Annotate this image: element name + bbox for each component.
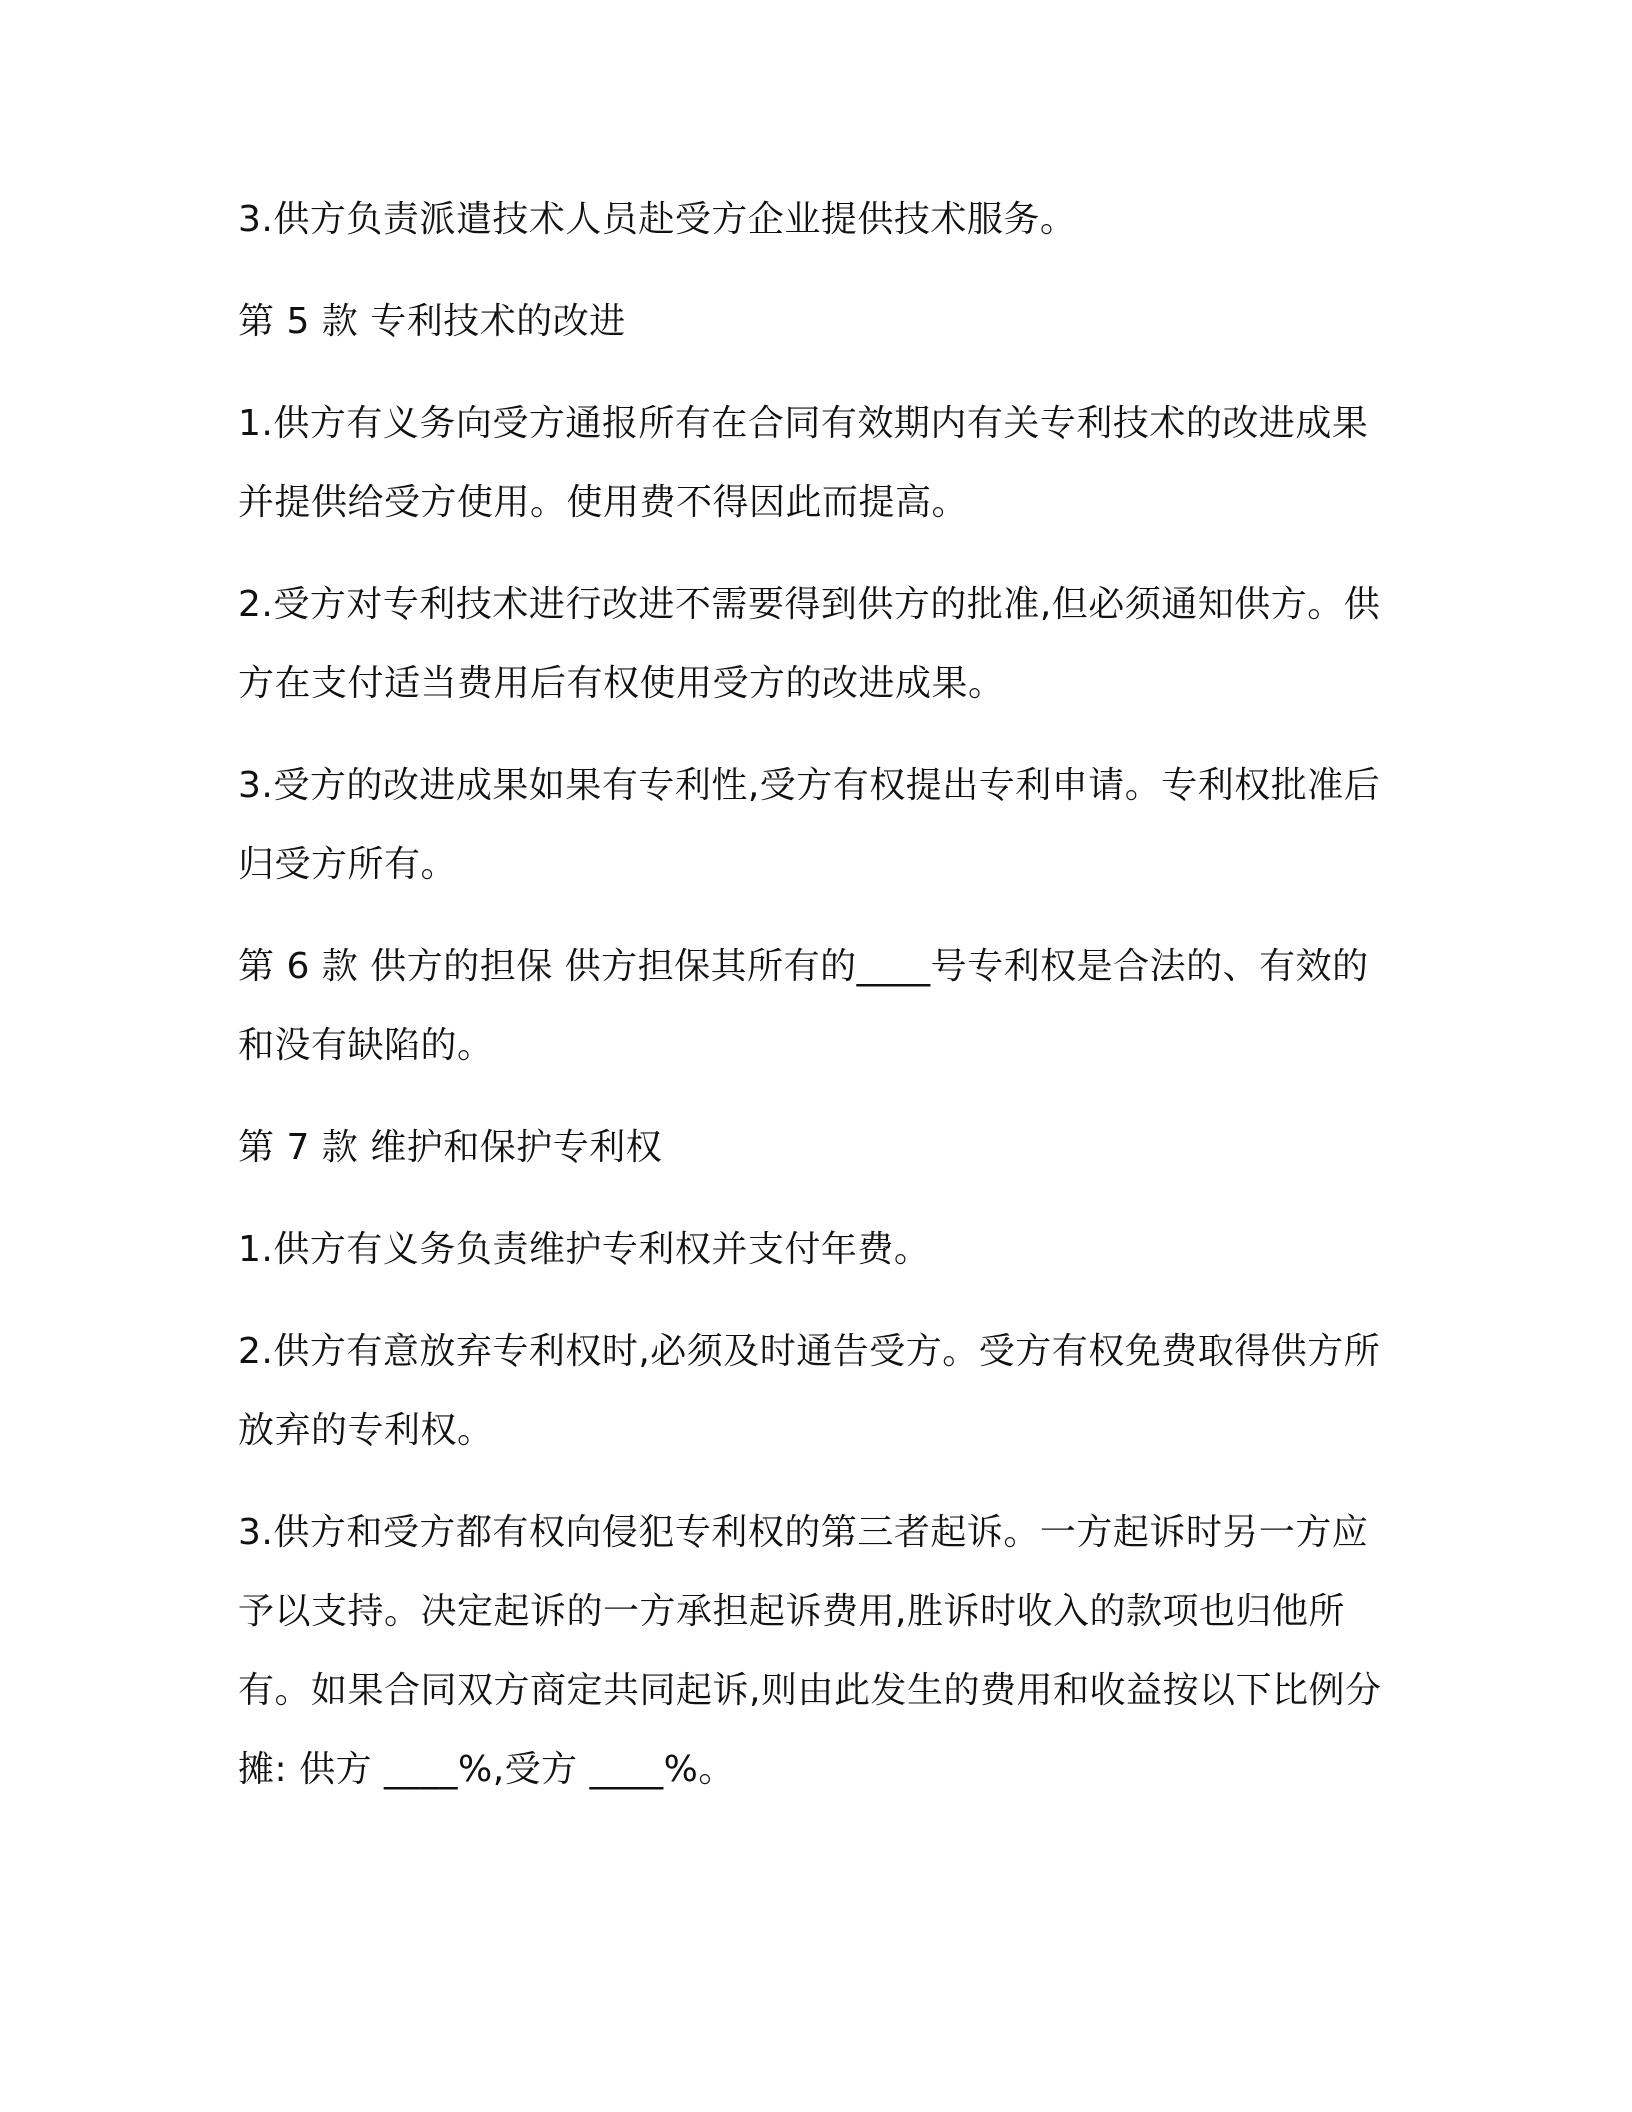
document-body xyxy=(238,180,1398,1832)
heading-clause-5: 第 5 款 专利技术的改进 xyxy=(238,301,626,342)
paragraph-improvement-patent: 3.受方的改进成果如果有专利性,受方有权提出专利申请。专利权批准后归受方所有。 xyxy=(238,765,1381,885)
paragraph-clause-6-guarantee: 第 6 款 供方的担保 供方担保其所有的____号专利权是合法的、有效的和没有缺陷的。 xyxy=(238,946,1369,1066)
paragraph-receiver-improvement: 2.受方对专利技术进行改进不需要得到供方的批准,但必须通知供方。供方在支付适当费用后有权使用受方的改进成果。 xyxy=(238,584,1381,704)
paragraph-litigation: 3.供方和受方都有权向侵犯专利权的第三者起诉。一方起诉时另一方应予以支持。决定起诉的一方承担起诉费用,胜诉时收入的款项也归他所有。如果合同双方商定共同起诉,则由此发生的费用和收益按以下比例分摊: 供方 ____%,受方 ____%。 xyxy=(238,1512,1382,1790)
heading-clause-7: 第 7 款 维护和保护专利权 xyxy=(238,1127,663,1168)
paragraph-abandon-patent: 2.供方有意放弃专利权时,必须及时通告受方。受方有权免费取得供方所放弃的专利权。 xyxy=(238,1331,1381,1451)
paragraph-supplier-improvement: 1.供方有义务向受方通报所有在合同有效期内有关专利技术的改进成果并提供给受方使用。使用费不得因此而提高。 xyxy=(238,403,1369,523)
paragraph-technical-service: 3.供方负责派遣技术人员赴受方企业提供技术服务。 xyxy=(238,199,1077,240)
paragraph-maintain-patent: 1.供方有义务负责维护专利权并支付年费。 xyxy=(238,1229,931,1270)
